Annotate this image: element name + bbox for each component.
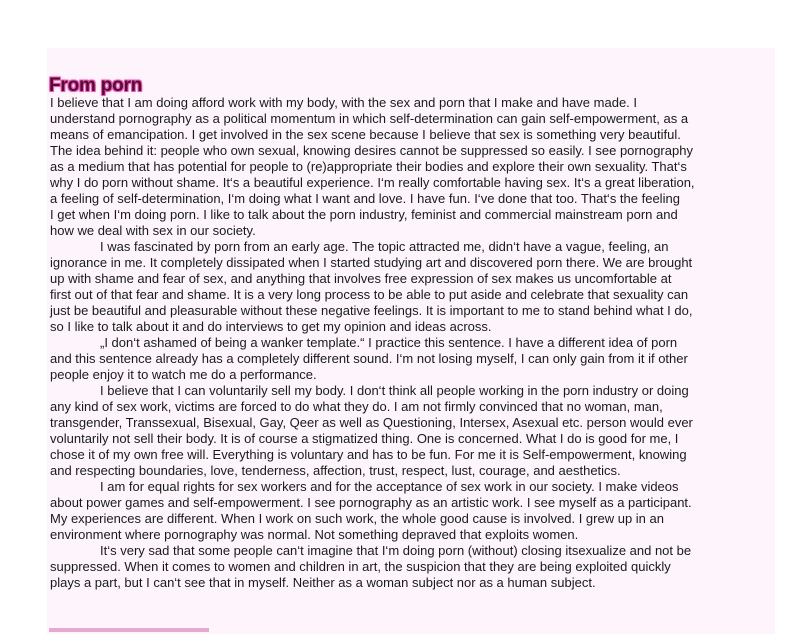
text-line-content: transgender, Transsexual, Bisexual, Gay, Qeer as well as Questioning, Intersex, Asexual etc. person would ever: [50, 415, 693, 430]
text-line-content: up with shame and fear of sex, and anything that involves free expression of sex makes us uncomfortable at: [50, 271, 672, 286]
text-line-content: how we deal with sex in our society.: [50, 223, 256, 238]
text-line-content: as a medium that has potential for people to (re)appropriate their bodies and explore their own sexuality. That‘s: [50, 159, 687, 174]
text-line-content: It‘s very sad that some people can‘t imagine that I‘m doing porn (without) closing itsexualize and not be: [100, 543, 692, 558]
text-line-content: My experiences are different. When I work on such work, the whole good cause is involved. I grew up in an: [50, 511, 664, 526]
text-line: [50, 319, 775, 335]
text-line-content: ignorance in me. It completely dissipated when I started studying art and discovered porn there. We are brought: [50, 255, 693, 270]
text-line: [50, 383, 775, 399]
text-line-content: why I do porn without shame. It‘s a beautiful experience. I‘m really comfortable having sex. It‘s a great liberation,: [50, 175, 695, 190]
text-line: [50, 559, 775, 575]
text-line-content: plays a part, but I can‘t see that in myself. Neither as a woman subject nor as a human subject.: [50, 575, 596, 590]
text-line: [50, 479, 775, 495]
text-line: [50, 95, 775, 111]
text-line-content: chose it of my own free will. Everything is voluntary and has to be fun. For me it is Self-empowerment, knowing: [50, 447, 687, 462]
text-line: [50, 399, 775, 415]
section-heading: From porn: [49, 75, 143, 96]
next-section-heading-fragment: [49, 628, 209, 634]
text-line: [50, 463, 775, 479]
text-line: [50, 575, 775, 591]
text-line: [50, 159, 775, 175]
text-line-content: and this sentence already has a completely different sound. I‘m not losing myself, I can only gain from it if other: [50, 351, 688, 366]
text-line: [50, 127, 775, 143]
text-line: [50, 527, 775, 543]
text-line-content: any kind of sex work, victims are forced to do what they do. I am not firmly convinced that no woman, man,: [50, 399, 663, 414]
text-line-content: about power games and self-empowerment. I see pornography as an artistic work. I see myself as a participant.: [50, 495, 692, 510]
text-line-content: I am for equal rights for sex workers and for the acceptance of sex work in our society. I make videos: [100, 479, 679, 494]
text-line-content: understand pornography as a political momentum in which self-determination can gain self-empowerment, as a: [50, 111, 689, 126]
text-line-content: „I don‘t ashamed of being a wanker template.“ I practice this sentence. I have a different idea of porn: [100, 335, 678, 350]
text-line-content: first out of that fear and shame. It is a very long process to be able to put aside and celebrate that sexuality can: [50, 287, 689, 302]
text-line: [50, 303, 775, 319]
body-text: [50, 95, 775, 591]
text-line-content: The idea behind it: people who own sexual, knowing desires cannot be suppressed so easily. I see pornography: [50, 143, 693, 158]
text-line: [50, 287, 775, 303]
text-line-content: I believe that I can voluntarily sell my body. I don‘t think all people working in the porn industry or doing: [100, 383, 689, 398]
text-line: [50, 111, 775, 127]
text-line: [50, 335, 775, 351]
text-line-content: means of emancipation. I get involved in the sex scene because I believe that sex is something very beautiful.: [50, 127, 681, 142]
text-line-content: a feeling of self-determination, I‘m doing what I want and love. I have fun. I‘ve done that too. That‘s the feeling: [50, 191, 680, 206]
text-line-content: people enjoy it to watch me do a performance.: [50, 367, 317, 382]
text-line-content: I was fascinated by porn from an early age. The topic attracted me, didn‘t have a vague, feeling, an: [100, 239, 669, 254]
text-line-content: so I like to talk about it and do interviews to get my opinion and ideas across.: [50, 319, 492, 334]
text-line: [50, 239, 775, 255]
text-line: [50, 495, 775, 511]
text-line: [50, 543, 775, 559]
text-line: [50, 271, 775, 287]
text-line: [50, 351, 775, 367]
text-line-content: I believe that I am doing afford work with my body, with the sex and porn that I make and have made. I: [50, 95, 638, 110]
text-line-content: and respecting boundaries, love, tenderness, affection, trust, respect, lust, courage, and aesthetics.: [50, 463, 621, 478]
text-line: [50, 143, 775, 159]
text-line-content: I get when I‘m doing porn. I like to talk about the porn industry, feminist and commercial mainstream porn and: [50, 207, 678, 222]
text-line: [50, 191, 775, 207]
text-line: [50, 175, 775, 191]
text-line: [50, 431, 775, 447]
text-line: [50, 415, 775, 431]
document-page: [47, 48, 775, 634]
text-line: [50, 511, 775, 527]
text-line: [50, 255, 775, 271]
text-line: [50, 447, 775, 463]
text-line: [50, 223, 775, 239]
text-line-content: environment where pornography was normal. Not something depraved that exploits women.: [50, 527, 579, 542]
text-line-content: just be beautiful and pleasurable without these negative feelings. It is important to me to stand behind what I do,: [50, 303, 693, 318]
text-line-content: voluntarily not sell their body. It is of course a stigmatized thing. One is concerned. What I do is good for me, I: [50, 431, 679, 446]
text-line: [50, 367, 775, 383]
text-line-content: suppressed. When it comes to women and children in art, the suspicion that they are being exploited quickly: [50, 559, 671, 574]
text-line: [50, 207, 775, 223]
